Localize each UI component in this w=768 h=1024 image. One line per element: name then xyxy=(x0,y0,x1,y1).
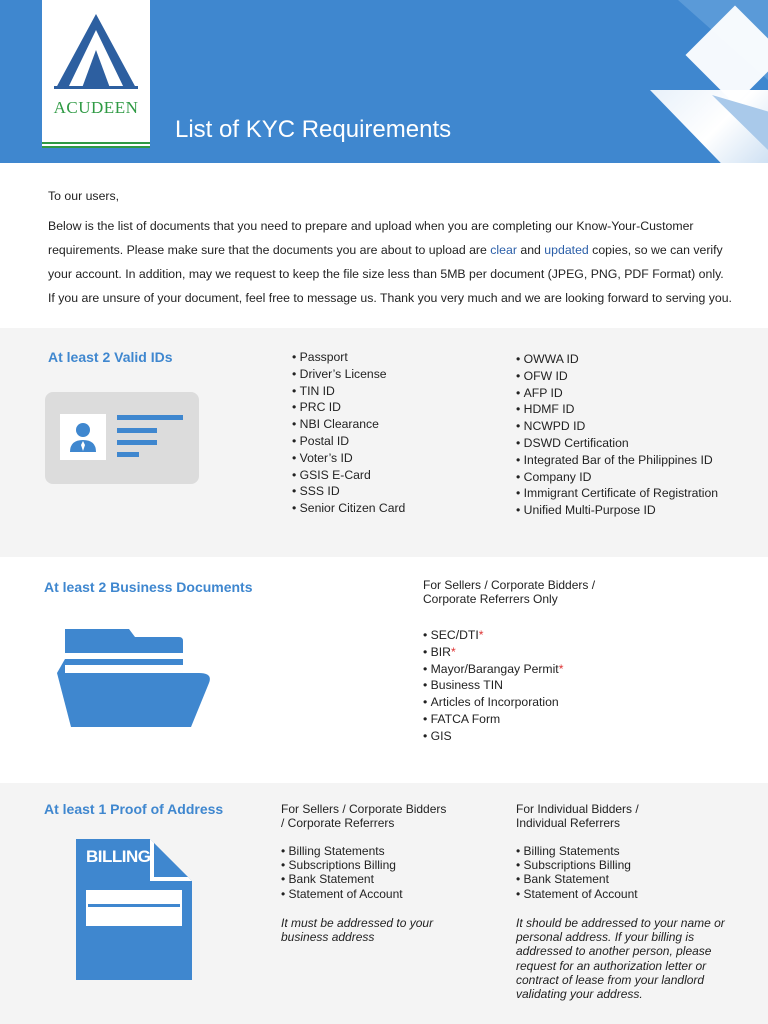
list-item: • NBI Clearance xyxy=(292,416,405,433)
list-item: • Senior Citizen Card xyxy=(292,500,405,517)
list-item: • FATCA Form xyxy=(423,711,563,728)
id-card-icon xyxy=(45,392,199,484)
business-docs-list xyxy=(423,627,563,745)
required-mark: * xyxy=(450,644,456,659)
person-icon xyxy=(60,414,106,460)
logo-underline xyxy=(42,142,150,148)
list-item: • AFP ID xyxy=(516,385,718,402)
list-item: • BIR* xyxy=(423,644,563,661)
intro-text xyxy=(48,184,738,310)
highlight-updated: updated xyxy=(544,243,589,257)
list-item: • OFW ID xyxy=(516,368,718,385)
list-item: • TIN ID xyxy=(292,383,405,400)
list-item: • Driver’s License xyxy=(292,366,405,383)
id-line xyxy=(117,440,157,445)
list-item: • Company ID xyxy=(516,469,718,486)
list-item: • Statement of Account xyxy=(281,887,403,901)
logo xyxy=(42,0,150,148)
logo-mark-icon xyxy=(50,10,142,92)
list-item: • Billing Statements xyxy=(516,844,638,858)
list-item: • PRC ID xyxy=(292,399,405,416)
list-item: • OWWA ID xyxy=(516,351,718,368)
list-item: • Subscriptions Billing xyxy=(281,858,403,872)
list-item: • Business TIN xyxy=(423,677,563,694)
business-docs-section xyxy=(0,559,768,781)
ids-list-primary xyxy=(292,349,405,517)
intro-paragraph: Below is the list of documents that you need to prepare and upload when you are completing our Know-Your-Customer requirements. Please make sure that the documents you are about to upload are clear and updated copies, so we can verify your account. In addition, may we request to keep the file size less than 5MB per document (JPEG, PNG, PDF Format) only. xyxy=(48,219,724,281)
proof-of-address-section xyxy=(0,783,768,1024)
list-item: • SSS ID xyxy=(292,483,405,500)
id-line xyxy=(117,452,139,457)
list-item: • Integrated Bar of the Philippines ID xyxy=(516,452,718,469)
proof-of-address-title: At least 1 Proof of Address xyxy=(44,801,224,817)
id-line xyxy=(117,428,157,433)
list-item: • HDMF ID xyxy=(516,401,718,418)
corporate-heading: For Sellers / Corporate Bidders / Corporate Referrers xyxy=(281,802,447,831)
corporate-address-list xyxy=(281,844,403,901)
individual-address-list xyxy=(516,844,638,901)
list-item: • DSWD Certification xyxy=(516,435,718,452)
list-item: • Subscriptions Billing xyxy=(516,858,638,872)
list-item: • NCWPD ID xyxy=(516,418,718,435)
ids-list-secondary xyxy=(516,351,718,519)
valid-ids-section xyxy=(0,328,768,557)
intro-closing: If you are unsure of your document, feel free to message us. Thank you very much and we are looking forward to serving you. xyxy=(48,291,732,305)
header-banner xyxy=(0,0,768,163)
list-item: • Postal ID xyxy=(292,433,405,450)
list-item: • SEC/DTI* xyxy=(423,627,563,644)
corporate-address-note: It must be addressed to your business address xyxy=(281,916,434,945)
id-line xyxy=(117,415,183,420)
highlight-clear: clear xyxy=(490,243,517,257)
individual-heading: For Individual Bidders / Individual Referrers xyxy=(516,802,639,831)
list-item: • Statement of Account xyxy=(516,887,638,901)
greeting: To our users, xyxy=(48,189,120,203)
required-mark: * xyxy=(478,628,484,642)
list-item: • Mayor/Barangay Permit* xyxy=(423,661,563,678)
list-item: • Voter’s ID xyxy=(292,450,405,467)
required-mark: * xyxy=(558,661,564,676)
list-item: • Immigrant Certificate of Registration xyxy=(516,485,718,502)
billing-label: BILLING xyxy=(86,847,151,866)
folder-icon xyxy=(57,629,213,729)
business-audience-note: For Sellers / Corporate Bidders / Corporate Referrers Only xyxy=(423,578,596,607)
billing-document-icon xyxy=(76,839,192,980)
business-docs-title: At least 2 Business Documents xyxy=(44,579,253,595)
individual-address-note: It should be addressed to your name or personal address. If your billing is addressed to another person, please request for an authorization letter or contract of lease from your landlord validating your address. xyxy=(516,916,725,1002)
page-title: List of KYC Requirements xyxy=(175,116,452,143)
list-item: • GSIS E-Card xyxy=(292,467,405,484)
logo-text: ACUDEEN xyxy=(53,98,139,117)
list-item: • Bank Statement xyxy=(516,872,638,886)
list-item: • Articles of Incorporation xyxy=(423,694,563,711)
valid-ids-title: At least 2 Valid IDs xyxy=(48,349,173,365)
list-item: • Bank Statement xyxy=(281,872,403,886)
list-item: • Passport xyxy=(292,349,405,366)
list-item: • GIS xyxy=(423,728,563,745)
list-item: • Unified Multi-Purpose ID xyxy=(516,502,718,519)
list-item: • Billing Statements xyxy=(281,844,403,858)
